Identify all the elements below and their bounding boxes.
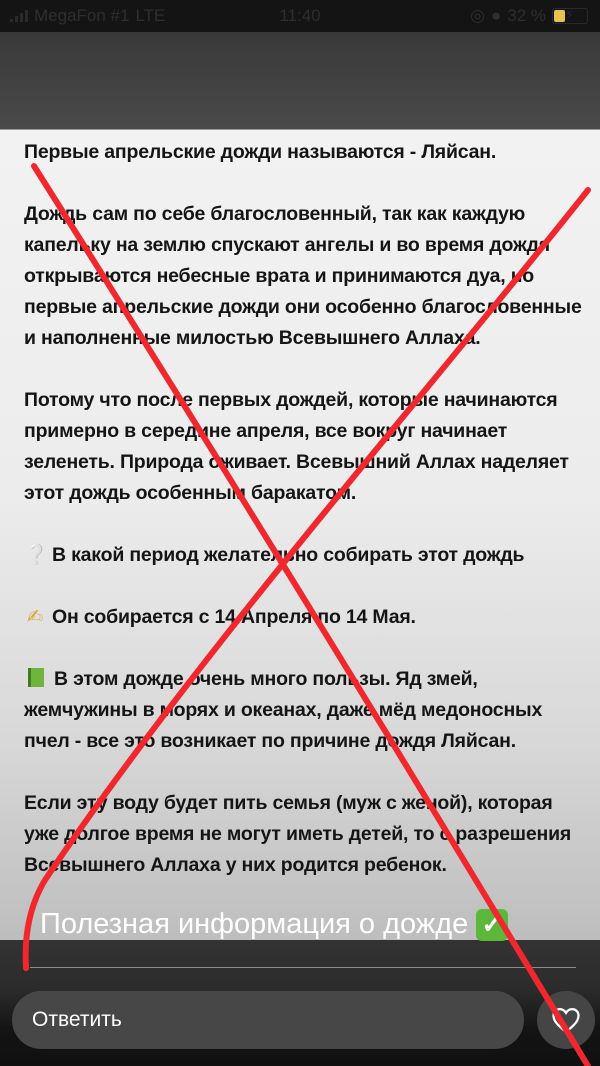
battery-percent: 32 % — [507, 6, 546, 25]
status-bar — [0, 0, 600, 32]
post-text — [24, 137, 584, 881]
like-button[interactable] — [537, 991, 595, 1049]
story-top-band — [0, 32, 600, 130]
green-book-icon — [28, 668, 44, 687]
status-time: 11:40 — [279, 6, 321, 25]
carrier-name: MegaFon #1 — [34, 6, 130, 25]
paragraph-question: ❔ В какой период желательно собирать этот дождь — [24, 540, 584, 571]
story-caption — [40, 908, 508, 941]
status-right — [470, 6, 588, 26]
paragraph-family: Если эту воду будет пить семья (муж с женой), которая уже долгое время не могут иметь детей, то с разрешения Всевышнего Аллаха у них родится ребенок. — [24, 792, 572, 876]
check-mark-icon: ✓ — [476, 909, 508, 941]
writing-hand-icon: ✍ — [26, 606, 44, 628]
paragraph-blessing: Дождь сам по себе благословенный, так как каждую капельку на землю спускают ангелы и во время дождя открываются небесные врата и принимаются дуа, но первые апрельские дожди они особенно благословенные и наполненные милостью Всевышнего Аллаха. — [24, 203, 582, 349]
network-type: LTE — [135, 6, 166, 25]
reply-input[interactable] — [12, 991, 524, 1049]
battery-charging-icon: ⚡ — [552, 8, 588, 24]
paragraph-dates: ✍ Он собирается с 14 Апреля по 14 Мая. — [24, 602, 584, 633]
heart-icon — [551, 1006, 581, 1034]
caption-text: Полезная информация о дожде — [40, 908, 469, 940]
paragraph-nature: Потому что после первых дождей, которые начинаются примерно в середине апреля, все вокруг начинает зеленеть. Природа оживает. Всевышний Аллах наделяет этот дождь особенным баракатом. — [24, 389, 569, 504]
question-icon: ❔ — [24, 544, 49, 566]
caption-divider — [30, 967, 576, 968]
alarm-icon: ● — [490, 6, 502, 25]
orientation-lock-icon: ◎ — [470, 6, 485, 25]
reply-placeholder: Ответить — [32, 1008, 122, 1031]
paragraph-title: Первые апрельские дожди называются - Ляйсан. — [24, 141, 497, 163]
paragraph-benefits: В этом дожде очень много пользы. Яд змей, жемчужины в морях и океанах, даже мёд медоносных пчел - все это возникает по причине дождя Ляйсан. — [24, 668, 543, 752]
